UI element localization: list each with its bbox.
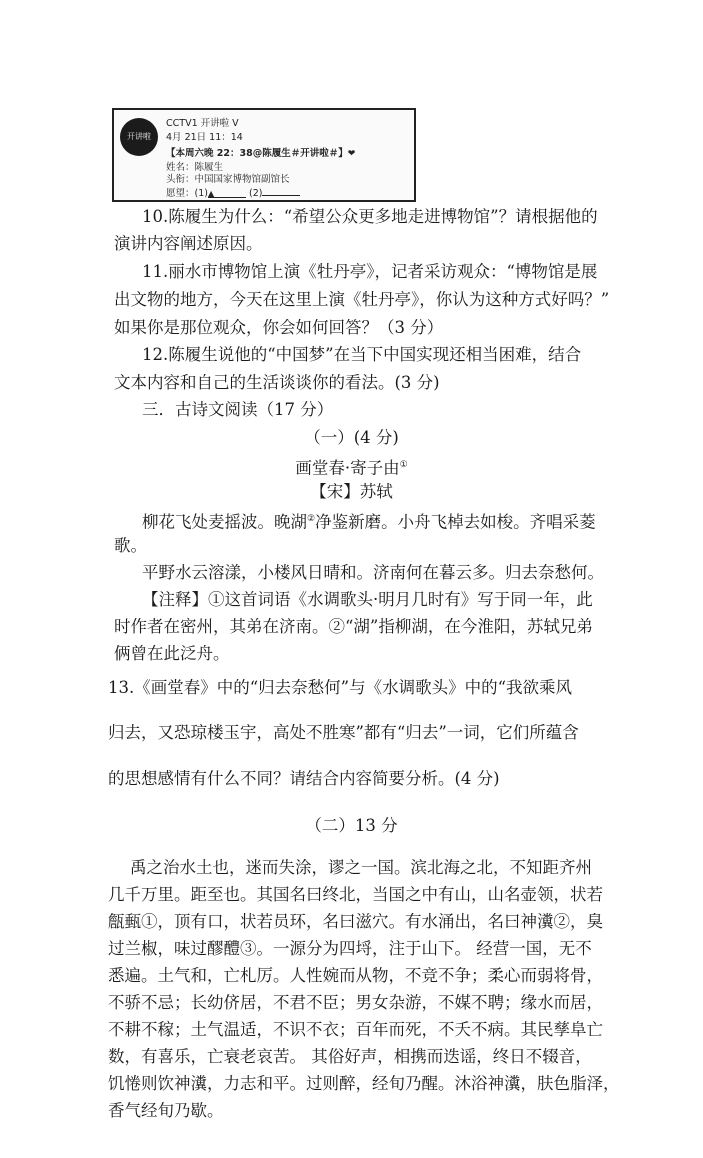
q13-line-1: 13.《画堂春》中的“归去奈愁何”与《水调歌头》中的“我欲乘风 — [108, 678, 573, 697]
poem-line-1b: 净鉴新磨。小舟飞棹去如梭。齐唱采菱 — [315, 512, 596, 532]
poem-title — [0, 454, 703, 480]
prose-line-1: 禹之治水土也，迷而失涂，谬之一国。滨北海之北，不知距齐州 — [130, 858, 592, 877]
blank-mark: ▲ — [207, 189, 215, 198]
prose-line-3: 甔甀①，顶有口，状若员环，名曰滋穴。有水涌出，名曰神瀵②，臭 — [108, 912, 603, 931]
wish-2-blank — [262, 186, 300, 196]
tagline-text: 【本周六晚 22：38@陈履生＃开讲啦＃】 — [166, 148, 348, 159]
q10-line-2: 演讲内容阐述原因。 — [114, 234, 263, 253]
wish-1-blank — [208, 188, 246, 198]
prose-line-6: 不骄不忌；长幼侪居，不君不臣；男女杂游，不媒不聘；缘水而居， — [108, 993, 603, 1012]
post-date: 4月 21日 11：14 — [166, 132, 243, 143]
prose-line-10: 香气经旬乃歇。 — [108, 1101, 224, 1120]
channel-name: CCTV1 开讲啦 V — [166, 118, 239, 129]
wish-2-label: (2) — [249, 188, 263, 199]
wish-label: 愿望： — [166, 188, 195, 199]
screenshot-card — [112, 108, 416, 202]
q13-line-2: 归去，又恐琼楼玉宇，高处不胜寒”都有“归去”一词，它们所蕴含 — [108, 723, 579, 742]
speaker-title: 头衔：中国国家博物馆副馆长 — [166, 174, 290, 185]
poem-author: 【宋】苏轼 — [310, 482, 393, 501]
note-line-3: 俩曾在此泛舟。 — [114, 644, 230, 663]
poem-line-1 — [142, 508, 596, 534]
program-logo: 开讲啦 — [120, 118, 158, 156]
part-2-heading: （二）13 分 — [305, 816, 398, 835]
q11-line-1: 11.丽水市博物馆上演《牡丹亭》，记者采访观众：“博物馆是展 — [142, 262, 598, 281]
poem-line-1a: 柳花飞处麦摇波。晚湖 — [142, 512, 307, 532]
speaker-name: 姓名：陈履生 — [166, 162, 224, 173]
poem-title-text: 画堂春·寄子由 — [295, 458, 400, 478]
note-line-2: 时作者在密州，其弟在济南。②“湖”指柳湖，在今淮阳，苏轼兄弟 — [114, 617, 593, 636]
heart-icon: ❤ — [347, 149, 356, 159]
prose-line-5: 悉遍。土气和，亡札厉。人性婉而从物，不竞不争；柔心而弱将骨， — [108, 966, 603, 985]
part-1-heading: （一）(4 分) — [304, 428, 399, 447]
poem-line-1-note: ② — [307, 514, 316, 524]
q12-line-1: 12.陈履生说他的“中国梦”在当下中国实现还相当困难，结合 — [142, 345, 582, 364]
q11-line-2: 出文物的地方，今天在这里上演《牡丹亭》，你认为这种方式好吗？” — [114, 290, 610, 309]
prose-line-4: 过兰椒，味过醪醴③。一源分为四埒，注于山下。 经营一国，无不 — [108, 939, 592, 958]
poem-title-note: ① — [399, 460, 408, 470]
q13-line-3: 的思想感情有什么不同？请结合内容简要分析。(4 分) — [108, 769, 500, 788]
prose-line-9: 饥惓则饮神瀵，力志和平。过则醉，经旬乃醒。沐浴神瀵，肤色脂泽， — [108, 1074, 620, 1093]
q12-line-2: 文本内容和自己的生活谈谈你的看法。(3 分) — [114, 373, 440, 392]
q11-line-3: 如果你是那位观众，你会如何回答？（3 分） — [114, 318, 444, 337]
prose-line-2: 几千万里。距至也。其国名曰终北，当国之中有山，山名壶领，状若 — [108, 885, 603, 904]
wish-1-label: (1) — [194, 188, 208, 199]
wish-row — [166, 186, 300, 200]
poem-line-2: 歌。 — [114, 536, 147, 555]
prose-line-8: 数，有喜乐，亡衰老哀苦。 其俗好声，相携而迭谣，终日不辍音， — [108, 1047, 592, 1066]
prose-line-7: 不耕不稼；土气温适，不识不衣；百年而死，不夭不病。其民孳阜亡 — [108, 1020, 603, 1039]
note-line-1: 【注释】①这首词语《水调歌头·明月几时有》写于同一年，此 — [142, 590, 593, 609]
post-tagline — [166, 148, 355, 160]
section-3-heading: 三．古诗文阅读（17 分） — [142, 400, 334, 419]
poem-line-3: 平野水云溶漾，小楼风日晴和。济南何在暮云多。归去奈愁何。 — [142, 563, 604, 582]
q10-line-1: 10.陈履生为什么：“希望公众更多地走进博物馆”？请根据他的 — [142, 207, 598, 226]
